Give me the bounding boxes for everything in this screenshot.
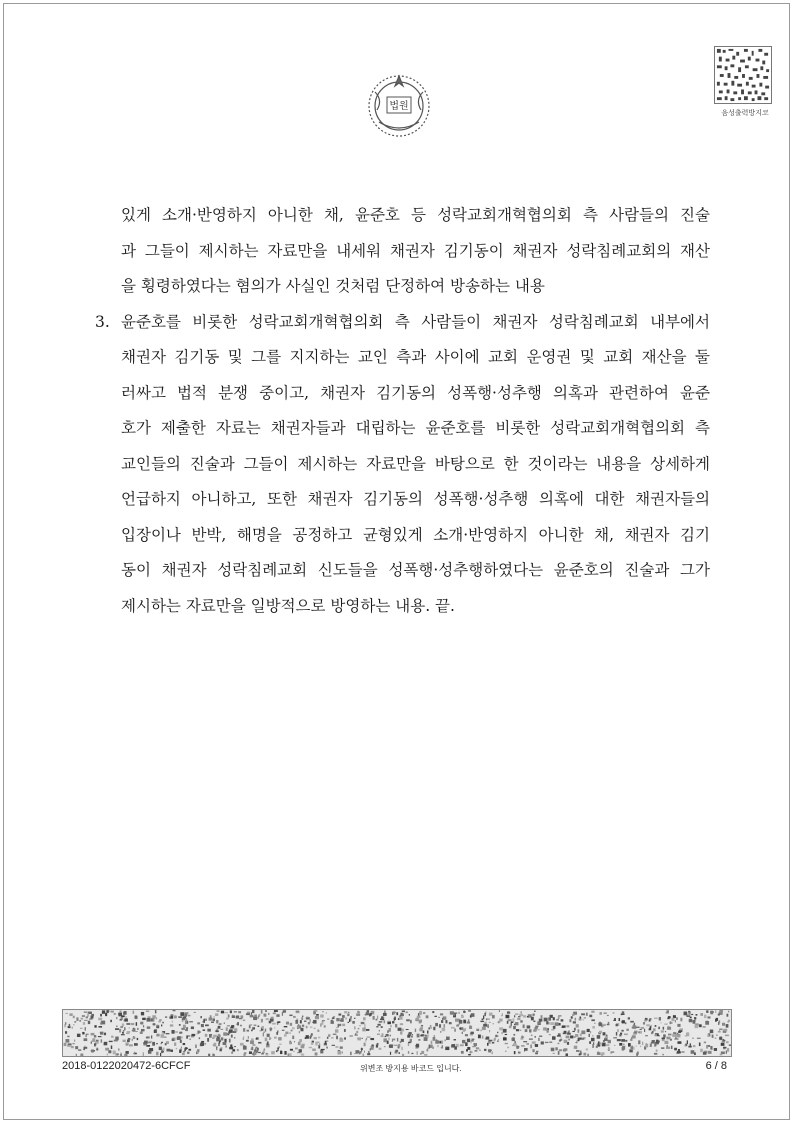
text-line: 동이 채권자 성락침례교회 신도들을 성폭행·성추행하였다는 윤준호의 진술과 그가 bbox=[121, 561, 710, 579]
item-number: 3. bbox=[95, 312, 110, 331]
text-line: 러싸고 법적 분쟁 중이고, 채권자 김기동의 성폭행·성추행 의혹과 관련하여 윤준 bbox=[121, 383, 710, 402]
text-line: 있게 소개·반영하지 아니한 채, 윤준호 등 성락교회개혁협의회 측 사람들의 진술 bbox=[121, 206, 710, 224]
text-line: 윤준호를 비롯한 성락교회개혁협의회 측 사람들이 채권자 성락침례교회 내부에서 bbox=[121, 312, 710, 331]
barcode-note: 위변조 방지용 바코드 입니다. bbox=[360, 1064, 462, 1073]
court-emblem-icon bbox=[363, 70, 435, 142]
text-line: 언급하지 아니하고, 또한 채권자 김기동의 성폭행·성추행 의혹에 대한 채권자들의 bbox=[121, 490, 710, 508]
qr-code bbox=[714, 46, 772, 104]
text-line: 입장이나 반박, 해명을 공정하고 균형있게 소개·반영하지 아니한 채, 채권자 김기 bbox=[121, 525, 710, 544]
text-line: 교인들의 진술과 그들이 제시하는 자료만을 바탕으로 한 것이라는 내용을 상세하게 bbox=[121, 454, 710, 473]
text-line: 호가 제출한 자료는 채권자들과 대립하는 윤준호를 비롯한 성락교회개혁협의회 측 bbox=[121, 419, 710, 437]
qr-caption: 음성출력방지코 bbox=[721, 109, 769, 117]
anti-forgery-barcode bbox=[62, 1009, 732, 1057]
document-body bbox=[95, 198, 710, 624]
text-line: 과 그들이 제시하는 자료만을 내세워 채권자 김기동이 채권자 성락침례교회의 재산 bbox=[121, 241, 710, 260]
text-line: 채권자 김기동 및 그를 지지하는 교인 측과 사이에 교회 운영권 및 교회 재산을 둘 bbox=[121, 348, 710, 366]
text-line: 을 횡령하였다는 혐의가 사실인 것처럼 단정하여 방송하는 내용 bbox=[121, 277, 545, 295]
document-code: 2018-0122020472-6CFCF bbox=[62, 1060, 191, 1072]
page-number: 6 / 8 bbox=[705, 1060, 727, 1072]
text-line: 제시하는 자료만을 일방적으로 방영하는 내용. 끝. bbox=[121, 596, 455, 615]
emblem-label: 법원 bbox=[389, 101, 409, 112]
paragraph-2 bbox=[95, 305, 710, 625]
paragraph-1 bbox=[95, 198, 710, 305]
